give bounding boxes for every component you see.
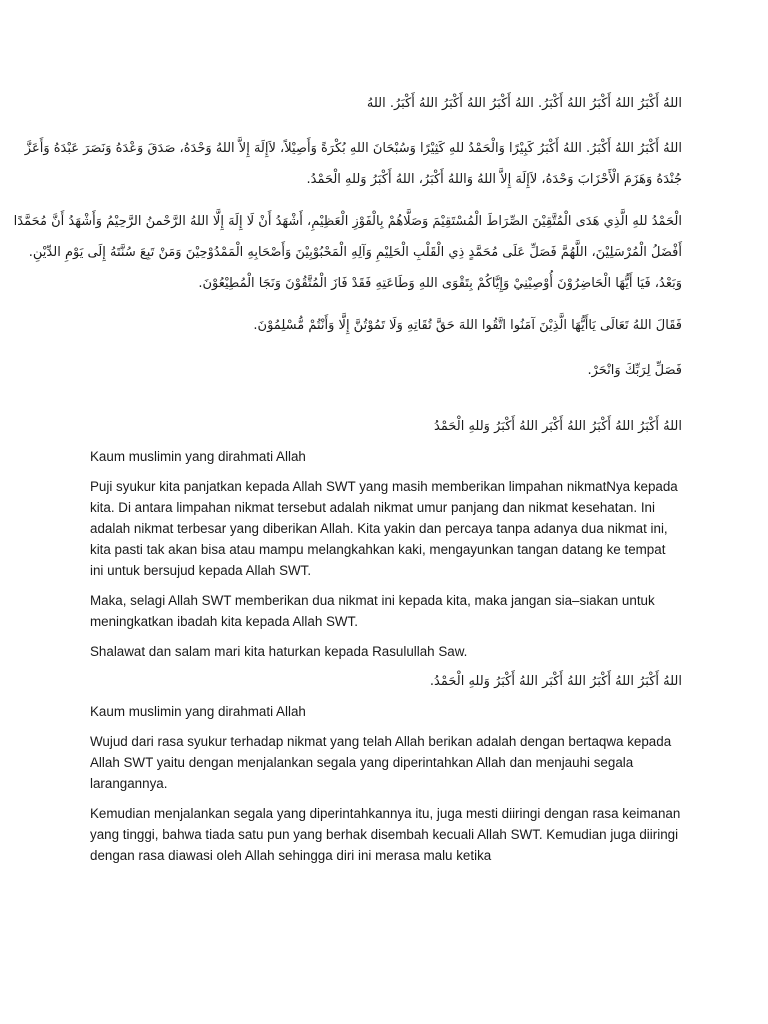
- arabic-line: أَفْضَلُ الْمُرْسَلِيْنَ، اللَّهُمَّ فَصَلِّ عَلَى مُحَمَّدٍ ذِي الْقَلْبِ الْحَلِيْمِ وَآلِهِ الْمَحْبُوْبِيْنَ وَأَصْحَابِهِ الْمَمْدُوْحِيْنَ وَمَنْ تَبِعَ سُنَّتَهُ إِلَى يَوْمِ الدِّيْنِ.: [28, 245, 682, 260]
- body-paragraph: Shalawat dan salam mari kita haturkan kepada Rasulullah Saw.: [90, 644, 468, 659]
- body-paragraph: Maka, selagi Allah SWT memberikan dua nikmat ini kepada kita, maka jangan sia–siakan untuk meningkatkan ibadah kita kepada Allah SWT.: [90, 593, 655, 629]
- takbir-short: اللهُ أَكْبَرُ اللهُ أَكْبَرُ اللهُ أَكْبَر اللهُ أَكْبَرُ وَللهِ الْحَمْدُ: [434, 419, 682, 434]
- takbir-short: اللهُ أَكْبَرُ اللهُ أَكْبَرُ اللهُ أَكْبَر اللهُ أَكْبَرُ وَللهِ الْحَمْدُ.: [429, 674, 682, 689]
- takbir-line: اللهُ أَكْبَرُ اللهُ أَكْبَرُ اللهُ أَكْبَرُ. اللهُ أَكْبَرُ اللهُ أَكْبَرُ اللهُ أَكْبَرُ. اللهُ: [366, 96, 682, 111]
- arabic-opening: [13, 0, 682, 386]
- arabic-line: جُنْدَهُ وَهَزَمَ الْأَحْزَابَ وَحْدَهُ، لاَإِلَهَ إِلاَّ اللهُ وَاللهُ أَكْبَرُ، اللهُ أَكْبَرُ وَللهِ الْحَمْدُ.: [306, 172, 682, 187]
- arabic-paragraph-hamdalah: [13, 206, 682, 299]
- salutation: Kaum muslimin yang dirahmati Allah: [90, 704, 306, 719]
- body-paragraph: Kemudian menjalankan segala yang diperintahkannya itu, juga mesti diiringi dengan rasa keimanan yang tinggi, bahwa tiada satu pun yang berhak disembah kecuali Allah SWT. Kemudian juga diiringi dengan rasa diawasi oleh Allah sehingga diri ini merasa malu ketika: [90, 806, 681, 863]
- sermon-body: [90, 416, 682, 866]
- arabic-line: وَبَعْدُ، فَيَا أَيُّهَا الْحَاضِرُوْنَ أُوْصِيْنِيْ وَإِيَّاكُمْ بِتَقْوَى اللهِ وَطَاعَتِهِ فَقَدْ فَازَ الْمُتَّقُوْنَ وَنَجَا الْمُطِيْعُوْنَ.: [198, 276, 682, 291]
- arabic-line: اللهُ أَكْبَرُ اللهُ أَكْبَرُ. اللهُ أَكْبَرُ كَبِيْرًا وَالْحَمْدُ للهِ كَثِيْرًا وَسُبْحَانَ اللهِ بُكْرَةً وَأَصِيْلاً، لاَإِلَهَ إِلاَّ اللهُ وَحْدَهُ، صَدَقَ وَعْدَهُ وَنَصَرَ عَبْدَهُ وَأَعَزَّ: [24, 141, 682, 156]
- quran-verse-al-kautsar: فَصَلِّ لِرَبِّكَ وَانْحَرْ.: [587, 363, 682, 378]
- body-paragraph: Wujud dari rasa syukur terhadap nikmat yang telah Allah berikan adalah dengan bertaqwa kepada Allah SWT yaitu dengan menjalankan segala yang diperintahkan Allah dan menjauhi segala larangannya.: [90, 734, 672, 791]
- quran-verse-ali-imran: فَقَالَ اللهُ تَعَالَى يَاأَيُّهَا الَّذِيْنَ آمَنُوا اتَّقُوا اللهَ حَقَّ تُقَاتِهِ وَلَا تَمُوْتُنَّ إِلَّا وَأَنْتُمْ مُّسْلِمُوْنَ.: [253, 318, 682, 333]
- body-paragraph: Puji syukur kita panjatkan kepada Allah SWT yang masih memberikan limpahan nikmatNya kepada kita. Di antara limpahan nikmat tersebut adalah nikmat umur panjang dan nikmat kesehatan. Ini adalah nikmat terbesar yang diberikan Allah. Kita yakin dan percaya tanpa adanya dua nikmat ini, kita pasti tak akan bisa atau mampu melangkahkan kaki, mengayunkan tangan datang ke tempat ini untuk bersujud kepada Allah SWT.: [90, 479, 678, 578]
- arabic-line: الْحَمْدُ للهِ الَّذِي هَدَى الْمُتَّقِيْنَ الصِّرَاطَ الْمُسْتَقِيْمَ وَصَلَّاهُمْ بِالْفَوْزِ الْعَظِيْمِ، أَشْهَدُ أَنْ لَا إِلَهَ إِلَّا اللهُ الرَّحْمنُ الرَّحِيْمُ وَأَشْهَدُ أَنَّ مُحَمَّدًا: [13, 214, 682, 229]
- arabic-paragraph-takbir: [24, 133, 682, 195]
- salutation: Kaum muslimin yang dirahmati Allah: [90, 449, 306, 464]
